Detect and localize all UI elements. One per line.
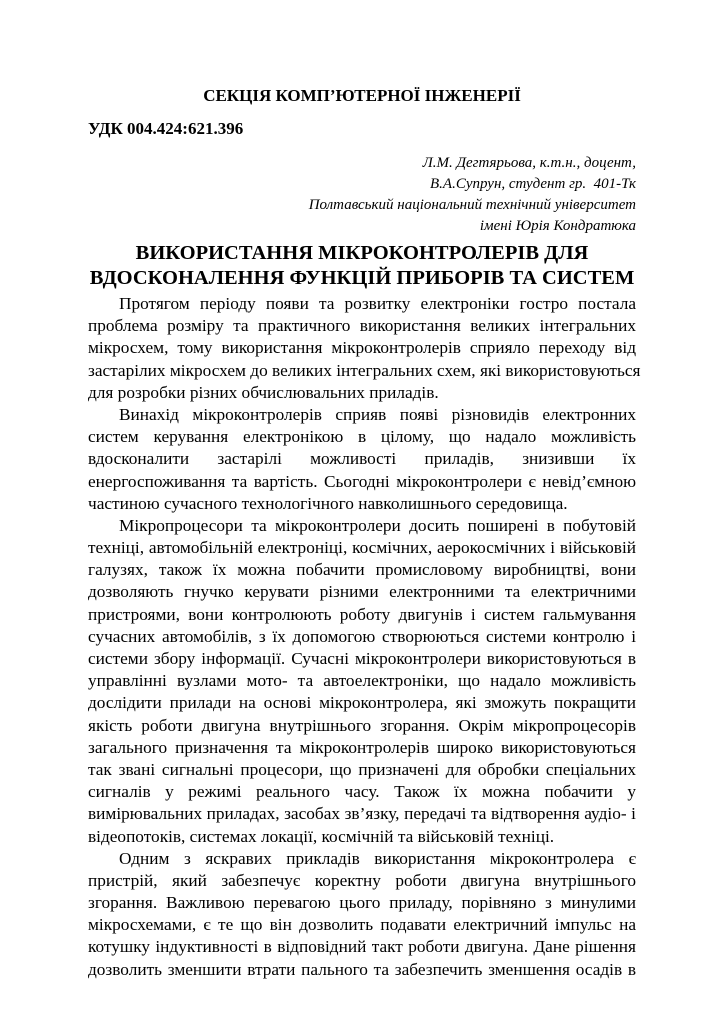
text-line: дозволяють гнучко керувати різними електронними та електричними [88, 582, 636, 602]
text-line: мікросхем, тому використання мікроконтролерів сприяло переходу від [88, 338, 636, 358]
text-line: так звані сигнальні процесори, що призначені для обробки спеціальних [88, 759, 636, 779]
text-line: Протягом періоду появи та розвитку електроніки гостро постала [119, 294, 636, 313]
text-line: мікросхемами, є те що він дозволить подавати електричний імпульс на [88, 915, 636, 935]
text-line: вимірювальних приладах, засобах зв’язку, передачі та відтворення аудіо- і [88, 804, 636, 824]
title-line: ВИКОРИСТАННЯ МІКРОКОНТРОЛЕРІВ ДЛЯ [135, 242, 589, 264]
paragraph [88, 515, 636, 848]
author-line: Л.М. Дегтярьова, к.т.н., доцент, [422, 155, 636, 171]
text-line: сигналів у режимі реального часу. Також їх можна побачити у [88, 782, 636, 802]
text-line: вдосконалити застарілі можливості приладів, знизивши їх [88, 449, 636, 469]
text-line: сучасних автомобілів, з їх допомогою створюються системи контролю і [88, 626, 636, 646]
text-line: згорання. Важливою перевагою цього приладу, порівняно з минулими [88, 893, 636, 913]
text-line: системи збору інформації. Сучасні мікроконтролери використовуються в [88, 649, 636, 668]
text-line: відеопотоків, системах локації, космічній та військовій техніці. [88, 826, 555, 846]
text-line: частиною сучасного технологічного навколишнього середовища. [88, 493, 568, 513]
author-line: В.А.Супрун, студент гр. 401-Тк [430, 176, 636, 192]
text-line: Мікропроцесори та мікроконтролери досить поширені в побутовій [119, 515, 636, 535]
text-line: пристрій, який забезпечує коректну роботи двигуна внутрішнього [88, 870, 636, 890]
text-line: енергоспоживання та вартість. Сьогодні мікроконтролери є невід’ємною [88, 471, 636, 491]
text-line: для розробки різних обчислювальних приладів. [88, 382, 439, 402]
text-line: управлінні вузлами мото- та автоелектроніки, що надало можливість [88, 671, 636, 691]
paper-title [0, 241, 724, 291]
text-line: застарілих мікросхем до великих інтегральних схем, які використовуються [88, 360, 641, 380]
paragraph [88, 293, 641, 404]
text-line: проблема розміру та практичного використання великих інтегральних [88, 316, 636, 336]
affiliation-line: Полтавський національний технічний університет [308, 197, 636, 213]
text-line: котушку індуктивності в відповідний такт роботи двигуна. Дане рішення [88, 937, 636, 957]
section-heading: СЕКЦІЯ КОМП’ЮТЕРНОЇ ІНЖЕНЕРІЇ [203, 86, 521, 105]
text-line: Винахід мікроконтролерів сприяв появі різновидів електронних [119, 404, 636, 424]
affiliation-line: імені Юрія Кондратюка [479, 218, 636, 234]
text-line: дозволить зменшити втрати пального та забезпечить зменшення осадів в [88, 959, 636, 979]
paragraph [88, 848, 636, 981]
text-line: техніці, автомобільній електроніці, космічних, аерокосмічних і військовій [88, 538, 636, 558]
title-line: ВДОСКОНАЛЕННЯ ФУНКЦІЙ ПРИБОРІВ ТА СИСТЕМ [89, 267, 635, 289]
text-line: галузях, також їх можна побачити промисловому виробництві, вони [88, 560, 636, 580]
text-line: Одним з яскравих прикладів використання мікроконтролера є [119, 848, 636, 868]
body-text [88, 293, 641, 981]
paragraph [88, 404, 636, 515]
text-line: систем керування електронікою в цілому, що надало можливість [88, 427, 636, 447]
text-line: загального призначення та мікроконтролерів широко використовуються [88, 737, 636, 757]
author-block [309, 153, 636, 237]
text-line: якість роботи двигуна внутрішнього згорання. Окрім мікропроцесорів [88, 715, 636, 735]
text-line: пристроями, вони контролюють роботу двигунів і систем гальмування [88, 604, 636, 624]
udk-code: УДК 004.424:621.396 [88, 119, 244, 138]
text-line: дослідити прилади на основі мікроконтролера, які зможуть покращити [88, 693, 636, 713]
